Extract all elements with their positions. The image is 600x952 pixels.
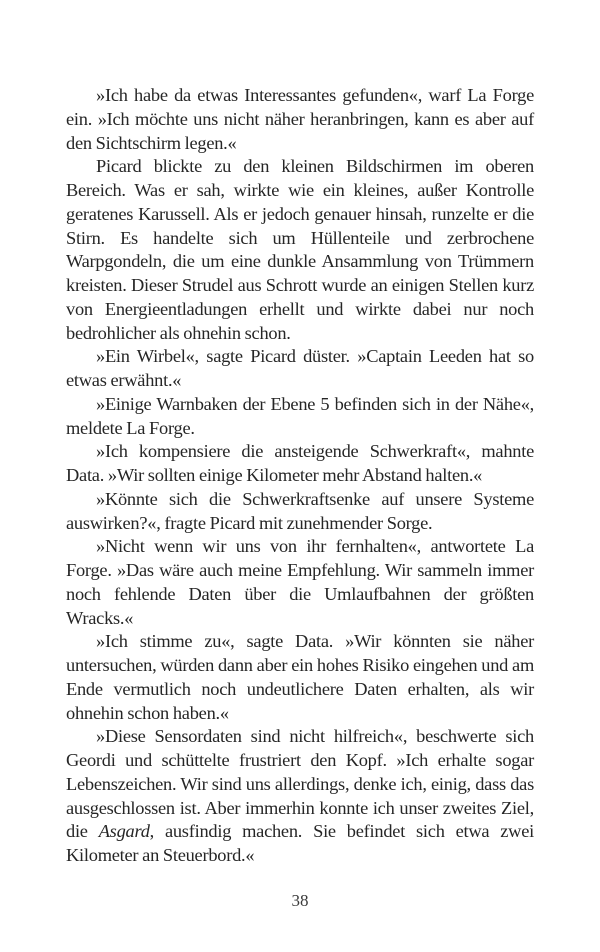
- paragraph: »Einige Warnbaken der Ebene 5 befinden sich in der Nähe«, meldete La Forge.: [66, 393, 534, 438]
- paragraph-text: , ausfindig machen. Sie befindet sich etwa zwei Kilometer an Steuerbord.«: [66, 821, 534, 865]
- ship-name-italic: Asgard: [98, 821, 150, 842]
- paragraph: »Ich kompensiere die ansteigende Schwerkraft«, mahnte Data. »Wir sollten einige Kilometer mehr Abstand halten.«: [66, 441, 534, 485]
- paragraph: Picard blickte zu den kleinen Bildschirmen im oberen Bereich. Was er sah, wirkte wie ein kleines, außer Kontrolle geratenes Karussell. Als er jedoch genauer hinsah, runzelte er die Stirn. Es handelte sich um Hüllenteile und zerbrochene Warpgondeln, die um eine dunkle Ansammlung von Trümmern kreisten. Dieser Strudel aus Schrott wurde an einigen Stellen kurz von Energieentladungen erhellt und wirkte dabei nur noch bedrohlicher als ohnehin schon.: [66, 156, 534, 343]
- paragraph-text: »Diese Sensordaten sind nicht hilfreich«, beschwerte sich Geordi und schüttelte frustriert den Kopf. »Ich erhalte sogar Lebenszeichen. Wir sind uns allerdings, denke ich, einig, dass das ausgeschlossen ist. Aber immerhin konnte ich unser zweites Ziel, die: [66, 726, 534, 842]
- paragraph: »Nicht wenn wir uns von ihr fernhalten«, antwortete La Forge. »Das wäre auch meine Empfehlung. Wir sammeln immer noch fehlende Daten über die Umlaufbahnen der größten Wracks.«: [66, 536, 534, 628]
- paragraph: »Ich habe da etwas Interessantes gefunden«, warf La Forge ein. »Ich möchte uns nicht näher heranbringen, kann es aber auf den Sichtschirm legen.«: [66, 85, 534, 153]
- paragraph-last: [66, 725, 534, 868]
- paragraph: »Könnte sich die Schwerkraftsenke auf unsere Systeme auswirken?«, fragte Picard mit zunehmender Sorge.: [66, 488, 534, 533]
- paragraph: »Ein Wirbel«, sagte Picard düster. »Captain Leeden hat so etwas erwähnt.«: [66, 346, 534, 390]
- page-number: 38: [291, 890, 309, 910]
- paragraph: »Ich stimme zu«, sagte Data. »Wir könnten sie näher untersuchen, würden dann aber ein hohes Risiko eingehen und am Ende vermutlich noch undeutlichere Daten erhalten, als wir ohnehin schon haben.«: [66, 631, 534, 723]
- book-page-body: [66, 84, 534, 868]
